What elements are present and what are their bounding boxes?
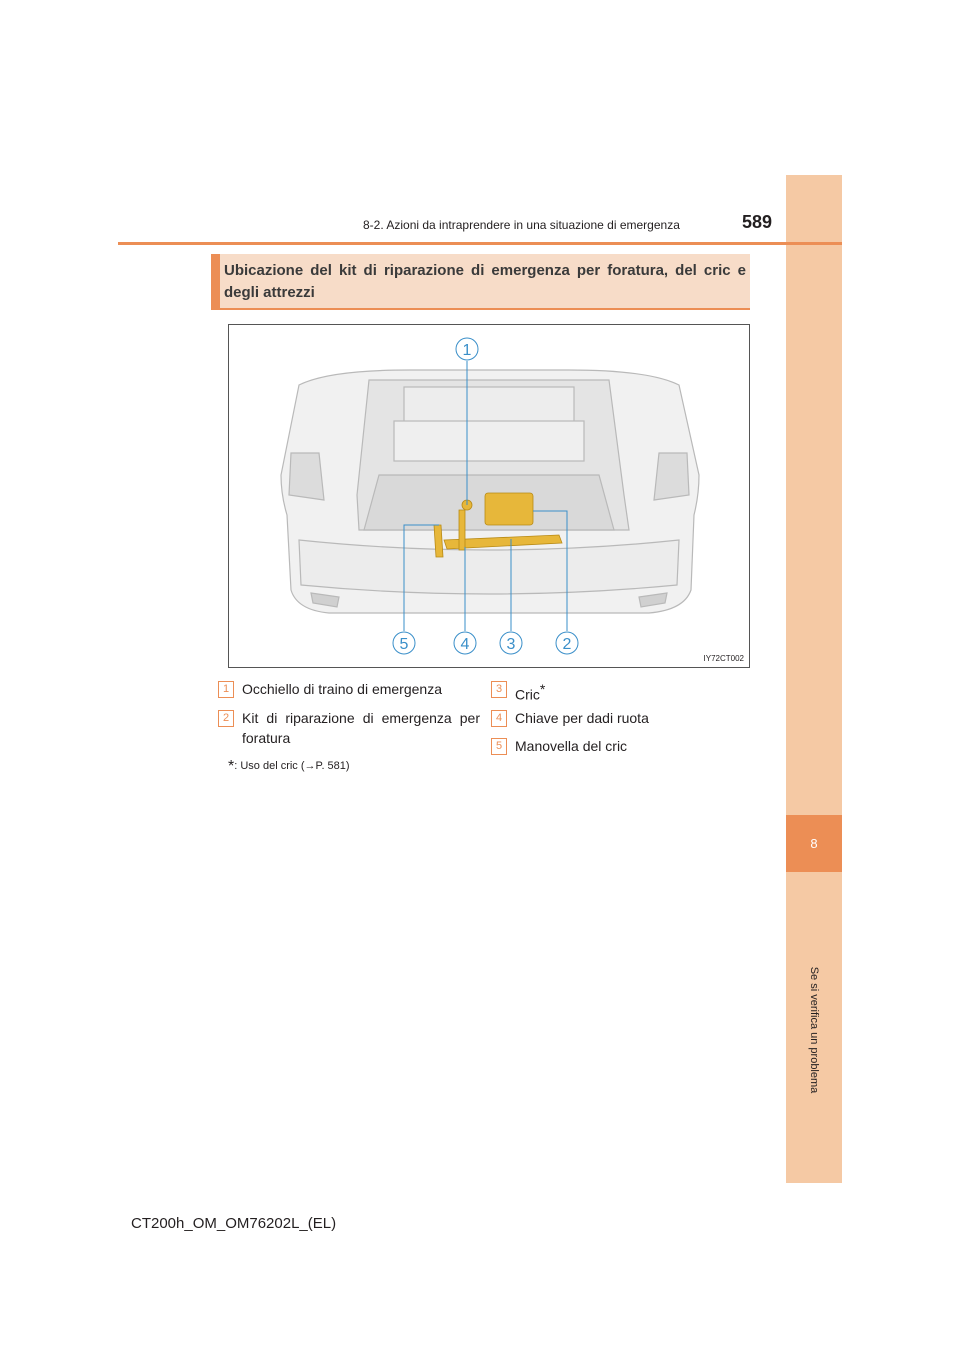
wheel-wrench-shape	[459, 510, 465, 550]
document-code-footer: CT200h_OM_OM76202L_(EL)	[131, 1215, 337, 1232]
page-number: 589	[742, 212, 773, 232]
callout-num-1: 1	[462, 342, 472, 359]
header-divider	[118, 242, 842, 245]
footnote	[228, 758, 350, 776]
legend-number-1: 1	[218, 681, 234, 698]
chapter-number-tab[interactable]: 8	[786, 815, 842, 872]
section-heading: Ubicazione del kit di riparazione di emergenza per foratura, del cric e degli attrezzi	[224, 262, 746, 301]
left-taillight	[289, 453, 324, 500]
legend-number-4: 4	[491, 710, 507, 727]
footnote-mark: *	[228, 758, 235, 775]
section-heading-box	[211, 254, 750, 310]
legend-text-3	[515, 679, 545, 705]
legend-text-5: Manovella del cric	[515, 738, 628, 754]
legend-number-3: 3	[491, 681, 507, 698]
figure-code: IY72CT002	[703, 654, 744, 663]
jack-handle-shape	[434, 525, 443, 557]
car-rear-drawing	[229, 325, 749, 667]
right-taillight	[654, 453, 689, 500]
footnote-text[interactable]: : Uso del cric (→P. 581)	[234, 760, 350, 772]
legend-text-3-mark: *	[539, 681, 546, 697]
callout-num-3: 3	[506, 636, 516, 653]
legend-text-2: Kit di riparazione di emergenza per foratura	[242, 710, 480, 746]
legend-text-4: Chiave per dadi ruota	[515, 710, 649, 726]
legend-number-5: 5	[491, 738, 507, 755]
legend-text-3-label: Cric	[515, 686, 540, 703]
luggage-compartment-illustration	[228, 324, 750, 668]
callout-num-4: 4	[460, 636, 470, 653]
legend-text-1: Occhiello di traino di emergenza	[242, 681, 442, 697]
rear-seatback-lower	[394, 421, 584, 461]
legend-number-2: 2	[218, 710, 234, 727]
chapter-title-label: Se si verifica un problema	[808, 966, 820, 1094]
repair-kit-shape	[485, 493, 533, 525]
running-header-title: 8-2. Azioni da intraprendere in una situazione di emergenza	[363, 218, 680, 232]
callout-num-2: 2	[562, 636, 572, 653]
callout-num-5: 5	[399, 636, 409, 653]
